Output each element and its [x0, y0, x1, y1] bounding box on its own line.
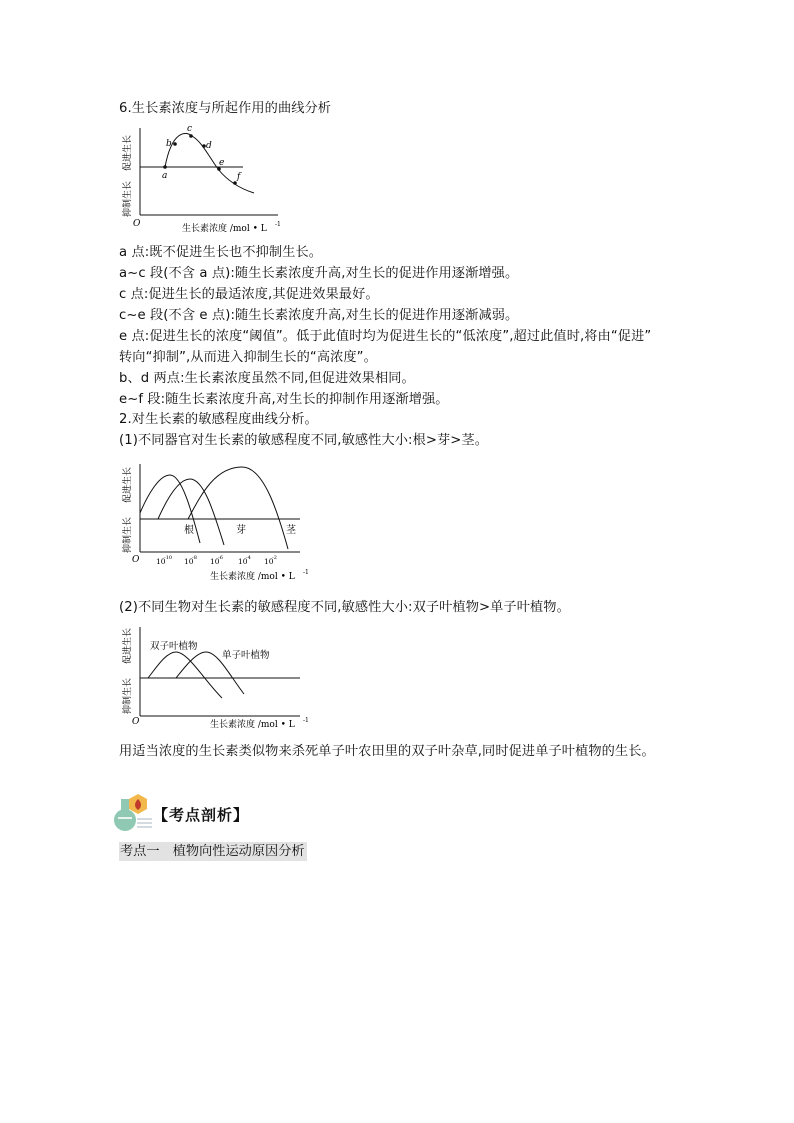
fig2-tick-labels: [156, 555, 277, 566]
point-c-marker: [189, 134, 193, 138]
fig2-ylabel-top: 促进生长: [123, 466, 133, 503]
fig2-tick-1-exp: -10: [164, 555, 173, 561]
auxin-curve-figure: [118, 125, 288, 233]
fig3-ylabel-top: 促进生长: [123, 627, 133, 664]
fig2-tick-2-exp: -8: [192, 555, 197, 561]
segment-ef-description: e~f 段:随生长素浓度升高,对生长的抑制作用逐渐增强。: [119, 392, 449, 407]
bud-label: 芽: [236, 525, 246, 536]
fig1-ylabel-bottom: 抑制生长: [123, 180, 133, 217]
fig3-ylabel-bottom: 抑制生长: [123, 677, 133, 714]
stem-curve: [188, 467, 288, 549]
hexagon-icon: [129, 794, 147, 814]
fig2-ylabel-bottom: 抑制生长: [123, 516, 133, 553]
stem-label: 茎: [286, 525, 296, 536]
section6-title: 6.生长素浓度与所起作用的曲线分析: [119, 101, 332, 116]
plant-sensitivity-figure: [118, 624, 318, 732]
fig1-xlabel-unit-exp: -1: [275, 221, 281, 228]
point-b-marker: [173, 142, 177, 146]
segment-ce-description: c~e 段(不含 e 点):随生长素浓度升高,对生长的促进作用逐渐减弱。: [119, 308, 519, 323]
root-label: 根: [184, 525, 194, 536]
point-a-marker: [163, 165, 167, 169]
fig1-ylabel-top: 促进生长: [123, 134, 133, 171]
point-a-label: a: [162, 171, 168, 181]
fig2-tick-4-exp: -4: [246, 555, 251, 561]
monocot-label: 单子叶植物: [222, 650, 270, 661]
lines-icon: [137, 819, 152, 827]
dicot-label: 双子叶植物: [150, 641, 198, 652]
fig2-origin: O: [132, 555, 140, 565]
point-e-description: e 点:促进生长的浓度“阈值”。低于此值时均为促进生长的“低浓度”,超过此值时,将由“促进”: [119, 329, 652, 344]
point-b-label: b: [166, 139, 172, 149]
point-c-description: c 点:促进生长的最适浓度,其促进效果最好。: [119, 287, 379, 302]
fig2-tick-5: 10: [264, 557, 274, 566]
point-e-description-cont: 转向“抑制”,从而进入抑制生长的“高浓度”。: [119, 350, 377, 365]
fig2-tick-3: 10: [210, 557, 220, 566]
point-d-label: d: [206, 141, 212, 151]
sensitivity-organs: (1)不同器官对生长素的敏感程度不同,敏感性大小:根>芽>茎。: [119, 433, 489, 448]
points-bd-description: b、d 两点:生长素浓度虽然不同,但促进效果相同。: [119, 371, 415, 386]
segment-ac-description: a~c 段(不含 a 点):随生长素浓度升高,对生长的促进作用逐渐增强。: [119, 266, 519, 281]
kaodian-1-heading: 考点一 植物向性运动原因分析: [120, 844, 305, 859]
fig1-origin: O: [133, 219, 141, 229]
point-a-description: a 点:既不促进生长也不抑制生长。: [119, 245, 323, 260]
fig2-xlabel-unit-exp: -1: [303, 569, 309, 576]
fig2-xlabel: 生长素浓度 /mol • L: [210, 572, 295, 582]
application-note: 用适当浓度的生长素类似物来杀死单子叶农田里的双子叶杂草,同时促进单子叶植物的生长。: [119, 744, 655, 759]
fig3-xlabel: 生长素浓度 /mol • L: [210, 720, 295, 730]
point-e-label: e: [219, 158, 225, 168]
fig3-origin: O: [132, 717, 140, 727]
dicot-curve: [148, 652, 222, 698]
fig2-tick-5-exp: -2: [272, 555, 277, 561]
sensitivity-title: 2.对生长素的敏感程度曲线分析。: [119, 412, 318, 427]
section-header-title: 【考点剖析】: [153, 806, 250, 824]
fig1-xlabel: 生长素浓度 /mol • L: [182, 224, 267, 233]
fig2-tick-4: 10: [238, 557, 248, 566]
organ-sensitivity-figure: [118, 461, 318, 585]
fig2-tick-3-exp: -6: [218, 555, 223, 561]
fig2-tick-2: 10: [184, 557, 194, 566]
fig3-xlabel-unit-exp: -1: [303, 717, 309, 724]
point-c-label: c: [187, 125, 193, 134]
fig2-tick-1: 10: [156, 557, 166, 566]
point-f-label: f: [237, 172, 241, 182]
sensitivity-plants: (2)不同生物对生长素的敏感程度不同,敏感性大小:双子叶植物>单子叶植物。: [119, 600, 570, 615]
